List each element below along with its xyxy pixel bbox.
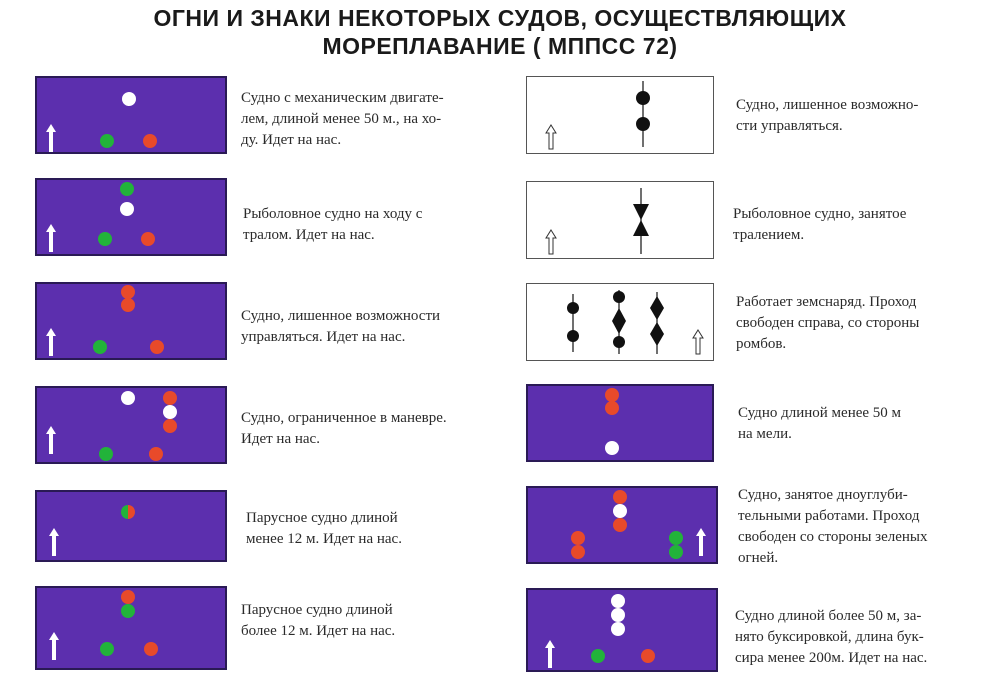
panel-dredger-day-shapes (526, 283, 714, 361)
panel-towing-vessel (526, 588, 718, 672)
nuc-red-light-upper (121, 285, 135, 299)
heading-arrow-icon (46, 224, 56, 252)
ram-red-light-upper (163, 391, 177, 405)
caption-sailing-vessel-small: Парусное судно длиной менее 12 м. Идет на нас. (246, 510, 402, 547)
towing-white-light-lower (611, 622, 625, 636)
panel-not-under-command (35, 282, 227, 360)
masthead-white-light (121, 391, 135, 405)
caption-nuc-day-shapes: Судно, лишенное возможно- сти управляться. (736, 97, 919, 134)
clear-side-green-light-lower (669, 545, 683, 559)
heading-arrow-icon (49, 632, 59, 660)
caption-not-under-command: Судно, лишенное возможности управляться. Идет на нас. (241, 308, 441, 345)
starboard-green-light (93, 340, 107, 354)
masthead-white-light (122, 92, 136, 106)
heading-arrow-icon (46, 328, 56, 356)
caption-dredger-day-shapes: Работает земснаряд. Проход свободен справа, со стороны ромбов. (736, 294, 920, 352)
nuc-red-light-lower (121, 298, 135, 312)
starboard-green-light (591, 649, 605, 663)
heading-arrow-icon (545, 640, 555, 668)
aground-red-light-upper (605, 388, 619, 402)
title-line-1: ОГНИ И ЗНАКИ НЕКОТОРЫХ СУДОВ, ОСУЩЕСТВЛЯЮЩИХ (153, 5, 847, 31)
page-title (0, 4, 1000, 60)
sailing-green-light (121, 604, 135, 618)
anchor-white-light (605, 441, 619, 455)
panel-sailing-vessel-large (35, 586, 227, 670)
caption-towing-vessel: Судно длиной более 50 м, за- нято буксировкой, длина бук- сира менее 200м. Идет на нас. (735, 608, 928, 666)
panel-dredging-operations (526, 486, 718, 564)
ram-white-light-middle (613, 504, 627, 518)
caption-dredging-operations: Судно, занятое дноуглуби- тельными работами. Проход свободен со стороны зеленых огней. (738, 487, 928, 566)
heading-arrow-icon (46, 426, 56, 454)
port-red-light (143, 134, 157, 148)
obstruction-red-light-lower (571, 545, 585, 559)
starboard-green-light (99, 447, 113, 461)
trawling-green-light (120, 182, 134, 196)
towing-white-light-upper (611, 594, 625, 608)
heading-arrow-icon (696, 528, 706, 556)
clear-side-green-light-upper (669, 531, 683, 545)
starboard-green-light (98, 232, 112, 246)
starboard-green-light (100, 642, 114, 656)
caption-sailing-vessel-large: Парусное судно длиной более 12 м. Идет на нас. (241, 602, 396, 639)
combined-lantern-light (121, 505, 135, 519)
panel-vessel-aground (526, 384, 714, 462)
panel-trawler-underway (35, 178, 227, 256)
day-shapes-dredger (527, 284, 715, 362)
port-red-light (641, 649, 655, 663)
starboard-green-light (100, 134, 114, 148)
ram-red-light-upper (613, 490, 627, 504)
obstruction-red-light-upper (571, 531, 585, 545)
caption-trawling-day-shapes: Рыболовное судно, занятое тралением. (733, 206, 907, 243)
caption-vessel-aground: Судно длиной менее 50 м на мели. (738, 405, 902, 442)
panel-trawling-day-shapes (526, 181, 714, 259)
port-red-light (141, 232, 155, 246)
port-red-light (150, 340, 164, 354)
port-red-light (144, 642, 158, 656)
caption-power-driven-vessel: Судно с механическим двигате- лем, длиной менее 50 м., на хо- ду. Идет на нас. (241, 90, 444, 148)
aground-red-light-lower (605, 401, 619, 415)
panel-restricted-manoeuvre (35, 386, 227, 464)
trawling-white-light (120, 202, 134, 216)
panel-nuc-day-shapes (526, 76, 714, 154)
caption-trawler-underway: Рыболовное судно на ходу с тралом. Идет на нас. (243, 206, 423, 243)
day-shapes-two-cones (527, 182, 715, 260)
title-line-2: МОРЕПЛАВАНИЕ ( МППСС 72) (322, 33, 678, 59)
caption-restricted-manoeuvre: Судно, ограниченное в маневре. Идет на нас. (241, 410, 447, 447)
sailing-red-light (121, 590, 135, 604)
port-red-light (149, 447, 163, 461)
ram-white-light-middle (163, 405, 177, 419)
ram-red-light-lower (163, 419, 177, 433)
day-shapes-two-balls (527, 77, 715, 155)
panel-power-driven-vessel (35, 76, 227, 154)
towing-white-light-middle (611, 608, 625, 622)
heading-arrow-icon (46, 124, 56, 152)
heading-arrow-icon (49, 528, 59, 556)
ram-red-light-lower (613, 518, 627, 532)
panel-sailing-vessel-small (35, 490, 227, 562)
